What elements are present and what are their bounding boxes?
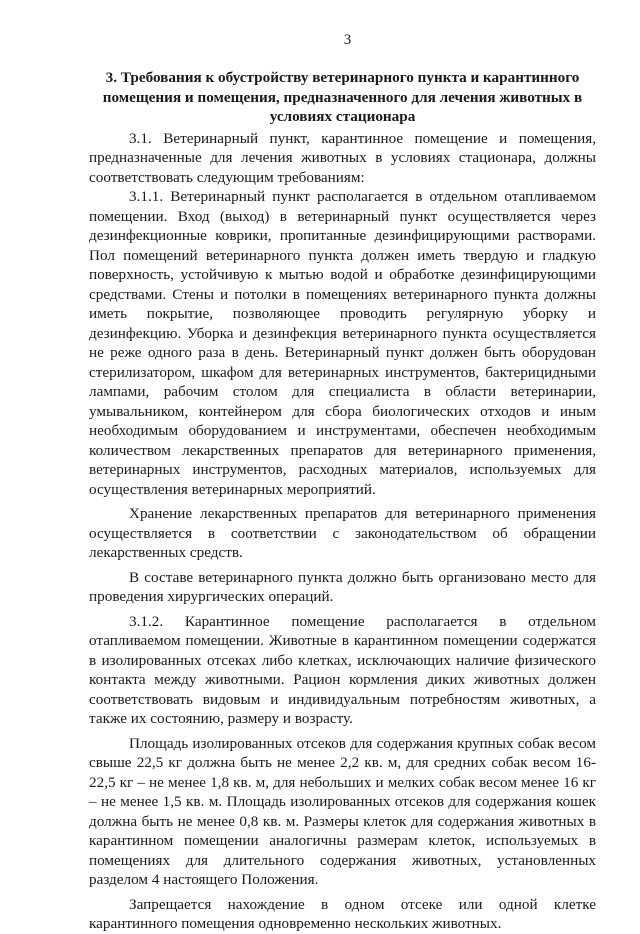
paragraph-3-1-2: 3.1.2. Карантинное помещение располагается в отдельном отапливаемом помещении. Животные в карантинном помещении содержатся в изолированных отсеках либо клетках, исключающих наличие физического контакта между животными. Рацион кормления диких животных должен соответствовать видовым и индивидуальным потребностям животных, а также их состоянию, размеру и возрасту. [89, 612, 596, 727]
page-number: 3 [343, 32, 352, 48]
section-heading: 3. Требования к обустройству ветеринарного пункта и карантинного помещения и помещения, предназначенного для лечения животных в условиях стационара [102, 69, 583, 125]
paragraph-surgery-place: В составе ветеринарного пункта должно быть организовано место для проведения хирургических операций. [89, 568, 596, 605]
paragraph-enclosure-area: Площадь изолированных отсеков для содержания крупных собак весом свыше 22,5 кг должна быть не менее 2,2 кв. м, для средних собак весом 16-22,5 кг – не менее 1,8 кв. м, для небольших и мелких собак весом менее 16 кг – не менее 1,5 кв. м. Площадь изолированных отсеков для содержания кошек должна быть не менее 0,8 кв. м. Размеры клеток для содержания животных в карантинном помещении аналогичны размерам клеток, используемых в помещениях для длительного содержания животных, установленных разделом 4 настоящего Положения. [89, 734, 596, 888]
paragraph-3-1: 3.1. Ветеринарный пункт, карантинное помещение и помещения, предназначенные для лечения животных в условиях стационара, должны соответствовать следующим требованиям: [89, 129, 596, 186]
paragraph-medicine-storage: Хранение лекарственных препаратов для ветеринарного применения осуществляется в соответствии с законодательством об обращении лекарственных средств. [89, 505, 596, 561]
paragraph-3-1-1: 3.1.1. Ветеринарный пункт располагается в отдельном отапливаемом помещении. Вход (выход) в ветеринарный пункт осуществляется через дезинфекционные коврики, пропитанные дезинфицирующими растворами. Пол помещений ветеринарного пункта должен иметь твердую и гладкую поверхность, устойчивую к мытью водой и обработке дезинфицирующими средствами. Стены и потолки в помещениях ветеринарного пункта должны иметь покрытие, позволяющее проводить регулярную уборку и дезинфекцию. Уборка и дезинфекция ветеринарного пункта осуществляется не реже одного раза в день. Ветеринарный пункт должен быть оборудован стерилизатором, шкафом для ветеринарных инструментов, бактерицидными лампами, рабочим столом для специалиста в области ветеринарии, умывальником, контейнером для сбора биологических отходов и иным необходимым оборудованием и инструментами, обеспечен необходимым количеством лекарственных препаратов для ветеринарного применения, ветеринарных инструментов, расходных материалов, используемых для осуществления ветеринарных мероприятий. [89, 188, 596, 498]
paragraph-prohibition: Запрещается нахождение в одном отсеке или одной клетке карантинного помещения одновременно нескольких животных. [89, 895, 596, 932]
document-page [89, 30, 596, 934]
